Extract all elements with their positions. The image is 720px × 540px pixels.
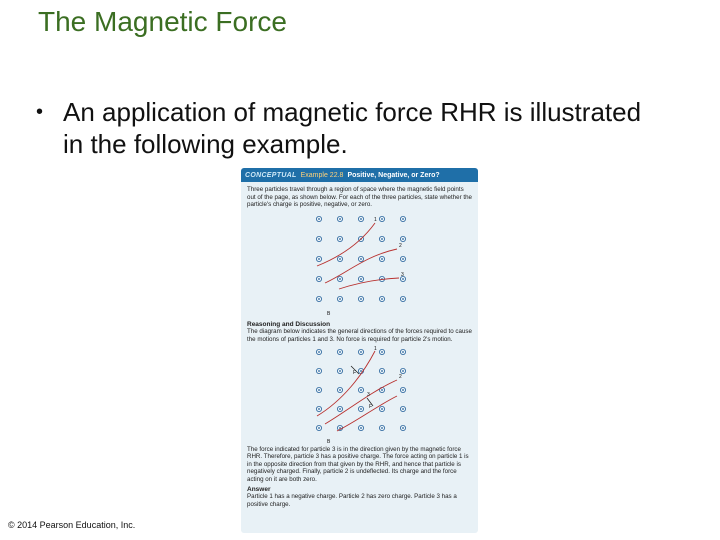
- bullet-item: [36, 96, 656, 160]
- field-dot: [339, 389, 341, 391]
- field-diagram-top: [247, 211, 472, 319]
- label-B1: B: [327, 310, 331, 317]
- field-dot: [318, 278, 320, 280]
- field-dot: [318, 370, 320, 372]
- field-dot: [318, 351, 320, 353]
- label-p1-b: 1: [374, 345, 377, 352]
- example-number: Example 22.8: [300, 171, 344, 179]
- bullet-text: An application of magnetic force RHR is illustrated in the following example.: [63, 97, 642, 159]
- field-dot: [360, 408, 362, 410]
- field-dot: [360, 389, 362, 391]
- example-tag: CONCEPTUAL: [245, 171, 297, 179]
- bullet-icon: •: [36, 101, 44, 123]
- field-dot: [402, 370, 404, 372]
- field-dot: [318, 238, 320, 240]
- label-p1: 1: [374, 216, 377, 223]
- field-dot: [318, 389, 320, 391]
- field-dot: [339, 238, 341, 240]
- field-dot: [381, 238, 383, 240]
- particle-3-path-b: [337, 396, 397, 431]
- example-header: [241, 168, 478, 182]
- field-dot: [339, 218, 341, 220]
- reasoning-text: The diagram below indicates the general directions of the forces required to cause the motions of particles 1 and 3. No force is required for particle 2's motion.: [247, 328, 472, 343]
- label-F1: F: [353, 369, 357, 376]
- particle-1-path-b: [317, 351, 375, 416]
- answer-title: Answer: [247, 485, 271, 493]
- label-p2: 2: [399, 242, 402, 249]
- particle-2-track: [325, 249, 397, 283]
- field-dot: [402, 278, 404, 280]
- label-F3: F: [369, 403, 373, 410]
- field-dot: [381, 258, 383, 260]
- field-dot: [402, 389, 404, 391]
- field-dot: [360, 258, 362, 260]
- field-dot: [318, 218, 320, 220]
- field-dot: [318, 298, 320, 300]
- discussion-text: The force indicated for particle 3 is in the direction given by the magnetic force RHR. Therefore, particle 3 has a positive charge. The force acting on particle 1 is in the opposite direction from that given by the RHR, and hence that particle is negatively charged. Finally, particle 2 is undeflected. Its charge and the force acting on it are both zero.: [247, 445, 469, 483]
- field-dot: [339, 370, 341, 372]
- field-dot: [339, 258, 341, 260]
- field-dot: [381, 298, 383, 300]
- field-dot: [360, 351, 362, 353]
- field-dot: [339, 278, 341, 280]
- field-dot: [402, 258, 404, 260]
- answer-text: Particle 1 has a negative charge. Particle 2 has zero charge. Particle 3 has a positive charge.: [247, 493, 457, 508]
- field-dot: [402, 427, 404, 429]
- field-dot: [381, 427, 383, 429]
- field-dot: [381, 351, 383, 353]
- field-dot: [360, 278, 362, 280]
- field-dot: [360, 427, 362, 429]
- example-heading: Positive, Negative, or Zero?: [347, 171, 440, 179]
- particle-3-path: [339, 278, 399, 289]
- field-dot: [402, 351, 404, 353]
- example-question: Three particles travel through a region of space where the magnetic field points out of the page, as shown below. For each of the three particles, state whether the particle's charge is positive, negative, or zero.: [247, 186, 472, 209]
- field-dot: [360, 370, 362, 372]
- field-dot: [318, 258, 320, 260]
- field-dot: [381, 370, 383, 372]
- label-p3: 3: [401, 271, 404, 278]
- field-dot: [402, 408, 404, 410]
- field-dot: [402, 218, 404, 220]
- field-dot: [402, 298, 404, 300]
- field-dot: [360, 298, 362, 300]
- slide-title: The Magnetic Force: [38, 6, 287, 37]
- field-dot: [318, 427, 320, 429]
- field-dot: [381, 408, 383, 410]
- field-dot: [339, 298, 341, 300]
- label-B2: B: [327, 438, 331, 445]
- field-dot: [360, 218, 362, 220]
- label-p3-b: 3: [367, 391, 370, 398]
- field-dot: [318, 408, 320, 410]
- field-dot: [381, 389, 383, 391]
- field-dot: [339, 408, 341, 410]
- field-diagram-bottom: [247, 346, 472, 446]
- copyright-notice: © 2014 Pearson Education, Inc.: [8, 520, 136, 530]
- field-dot: [381, 218, 383, 220]
- field-dot: [339, 351, 341, 353]
- reasoning-title: Reasoning and Discussion: [247, 320, 331, 328]
- label-p2-b: 2: [399, 373, 402, 380]
- example-card: [241, 168, 478, 533]
- field-dot: [402, 238, 404, 240]
